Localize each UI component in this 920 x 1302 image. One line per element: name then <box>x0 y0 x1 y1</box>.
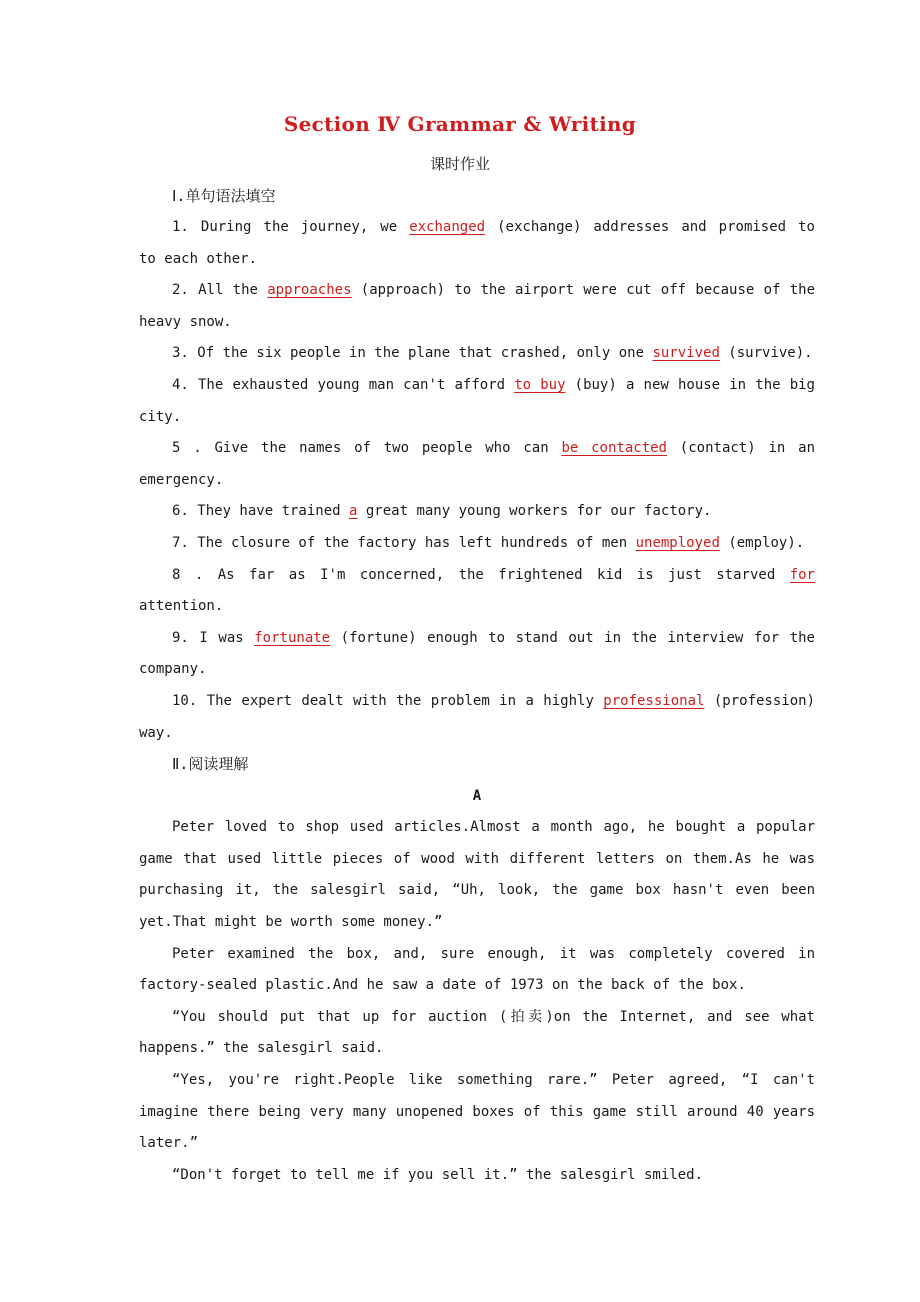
passage-line: yet.That might be worth some money.” <box>139 914 443 931</box>
question-5: 5 . Give the names of two people who can be contacted (contact) in an <box>172 440 815 457</box>
question-10: 10. The expert dealt with the problem in a highly professional (profession) <box>172 692 815 709</box>
answer-3: survived <box>652 345 720 362</box>
document-body <box>139 212 815 1191</box>
answer-1: exchanged <box>409 219 486 235</box>
question-9-cont: company. <box>139 661 207 678</box>
question-4-cont: city. <box>139 408 182 425</box>
question-4: 4. The exhausted young man can't afford to buy (buy) a new house in the big <box>172 376 815 393</box>
answer-6: a <box>349 503 358 520</box>
question-8: 8 . As far as I'm concerned, the frightened kid is just starved for <box>172 566 815 583</box>
passage-line: Peter examined the box, and, sure enough, it was completely covered in <box>172 945 815 962</box>
passage-label: A <box>472 787 482 804</box>
passage-line: later.” <box>139 1135 199 1152</box>
answer-2: approaches <box>267 282 352 299</box>
passage-line: Peter loved to shop used articles.Almost a month ago, he bought a popular <box>172 819 815 836</box>
answer-10: professional <box>603 692 705 709</box>
passage-line: game that used little pieces of wood with different letters on them.As he was <box>139 850 815 867</box>
question-7: 7. The closure of the factory has left hundreds of men unemployed (employ). <box>172 534 805 551</box>
part1-heading: Ⅰ.单句语法填空 <box>172 187 276 205</box>
question-9: 9. I was fortunate (fortune) enough to stand out in the interview for the <box>172 629 815 646</box>
page-title: Section Ⅳ Grammar & Writing <box>283 112 637 136</box>
passage-line: “Don't forget to tell me if you sell it.” the salesgirl smiled. <box>172 1166 704 1183</box>
passage-line: purchasing it, the salesgirl said, “Uh, look, the game box hasn't even been <box>139 882 815 899</box>
answer-4: to buy <box>514 376 566 393</box>
question-8-cont: attention. <box>139 598 224 615</box>
part2-heading: Ⅱ.阅读理解 <box>172 755 249 774</box>
question-1-cont: to each other. <box>139 250 258 267</box>
passage-line: “You should put that up for auction (拍卖)on the Internet, and see what <box>172 1008 815 1025</box>
question-6: 6. They have trained a great many young workers for our factory. <box>172 503 712 520</box>
answer-5: be contacted <box>561 440 667 457</box>
passage-line: imagine there being very many unopened boxes of this game still around 40 years <box>139 1103 815 1120</box>
question-10-cont: way. <box>139 724 173 741</box>
question-2: 2. All the approaches (approach) to the airport were cut off because of the <box>172 282 815 299</box>
passage-line: “Yes, you're right.People like something rare.” Peter agreed, “I can't <box>172 1072 815 1089</box>
question-2-cont: heavy snow. <box>139 313 232 330</box>
answer-8: for <box>789 566 815 583</box>
question-5-cont: emergency. <box>139 471 224 488</box>
question-1: 1. During the journey, we exchanged (exchange) addresses and promised to <box>172 219 815 235</box>
passage-line: happens.” the salesgirl said. <box>139 1040 384 1057</box>
page-subtitle: 课时作业 <box>429 155 490 173</box>
passage-line: factory-sealed plastic.And he saw a date of 1973 on the back of the box. <box>139 977 746 994</box>
answer-9: fortunate <box>254 629 331 646</box>
question-3: 3. Of the six people in the plane that crashed, only one survived (survive). <box>172 345 813 362</box>
answer-7: unemployed <box>635 534 720 551</box>
